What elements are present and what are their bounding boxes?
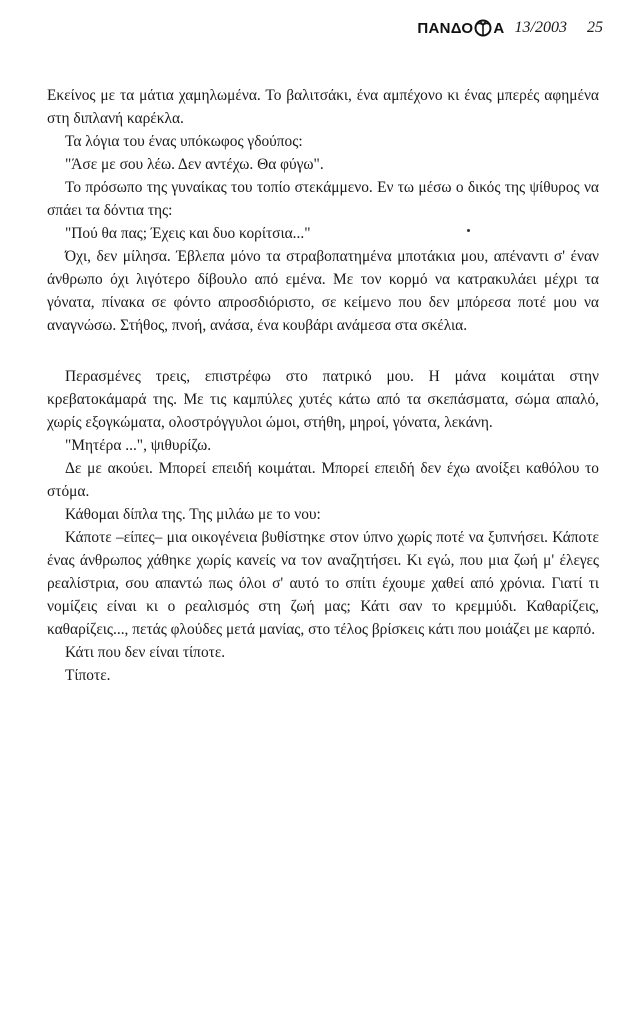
paragraph: "Πού θα πας; Έχεις και δυο κορίτσια..." [65, 225, 311, 242]
paragraph: Το πρόσωπο της γυναίκας του τοπίο στεκάμμενο. Εν τω μέσω ο δικός της ψίθυρος να σπάει τα δόντια της: [47, 179, 599, 219]
paragraph: Δε με ακούει. Μπορεί επειδή κοιμάται. Μπορεί επειδή δεν έχω ανοίξει καθόλου το στόμα. [47, 460, 599, 500]
ink-speck [467, 229, 470, 232]
journal-name [417, 19, 504, 37]
running-header [417, 16, 603, 40]
issue-number: 13/2003 [514, 19, 567, 36]
paragraph: Τα λόγια του ένας υπόκωφος γδούπος: [65, 133, 303, 150]
palm-tree-circle-icon [474, 19, 492, 37]
paragraph: Εκείνος με τα μάτια χαμηλωμένα. Το βαλιτσάκι, ένα αμπέχονο κι ένας μπερές αφημένα στη διπλανή καρέκλα. [47, 87, 599, 127]
paragraph: Τίποτε. [65, 667, 111, 684]
section-one [47, 84, 599, 337]
journal-name-left: ΠΑΝΔΟ [417, 19, 474, 37]
paragraph: Κάθομαι δίπλα της. Της μιλάω με το νου: [65, 506, 321, 523]
paragraph: Περασμένες τρεις, επιστρέφω στο πατρικό μου. Η μάνα κοιμάται στην κρεβατοκάμαρά της. Με τις καμπύλες χυτές κάτω από τα σκεπάσματα, σώμα απαλό, χωρίς εξογκώματα, ολοστρόγγυλοι ώμοι, στήθη, μηροί, γόνατα, λεκάνη. [47, 368, 599, 431]
journal-name-right: Α [493, 19, 505, 37]
paragraph: Κάποτε –είπες– μια οικογένεια βυθίστηκε στον ύπνο χωρίς ποτέ να ξυπνήσει. Κάποτε ένας άνθρωπος χάθηκε χωρίς κανείς να τον αναζητήσει. Κι εγώ, που μια ζωή μ' έλεγες ρεαλίστρια, σου απαντώ πως όλοι σ' αυτό το σπίτι έχουμε χαθεί από χρόνια. Γιατί τι νομίζεις είναι κι ο ρεαλισμός στη ζωή μας; Κάτι σαν το κρεμμύδι. Καθαρίζεις, καθαρίζεις..., πετάς φλούδες μετά μανίας, στο τέλος βρίσκεις κάτι που μοιάζει με καρπό. [47, 529, 599, 638]
paragraph: Όχι, δεν μίλησα. Έβλεπα μόνο τα στραβοπατημένα μποτάκια μου, απέναντι σ' έναν άνθρωπο όχι λιγότερο δίβουλο από εμένα. Με τον κορμό να κατρακυλάει μέχρι τα γόνατα, πίνακα σε φόντο απροσδιόριστο, σε κείμενο που δεν μπόρεσα ποτέ μου να αναγνώσω. Στήθος, πνοή, ανάσα, ένα κουβάρι ανάμεσα στα σκέλια. [47, 248, 599, 334]
paragraph: "Άσε με σου λέω. Δεν αντέχω. Θα φύγω". [65, 156, 324, 173]
section-two [47, 365, 599, 687]
paragraph: Κάτι που δεν είναι τίποτε. [65, 644, 226, 661]
paragraph: "Μητέρα ...", ψιθυρίζω. [65, 437, 212, 454]
page-number: 25 [587, 19, 603, 36]
